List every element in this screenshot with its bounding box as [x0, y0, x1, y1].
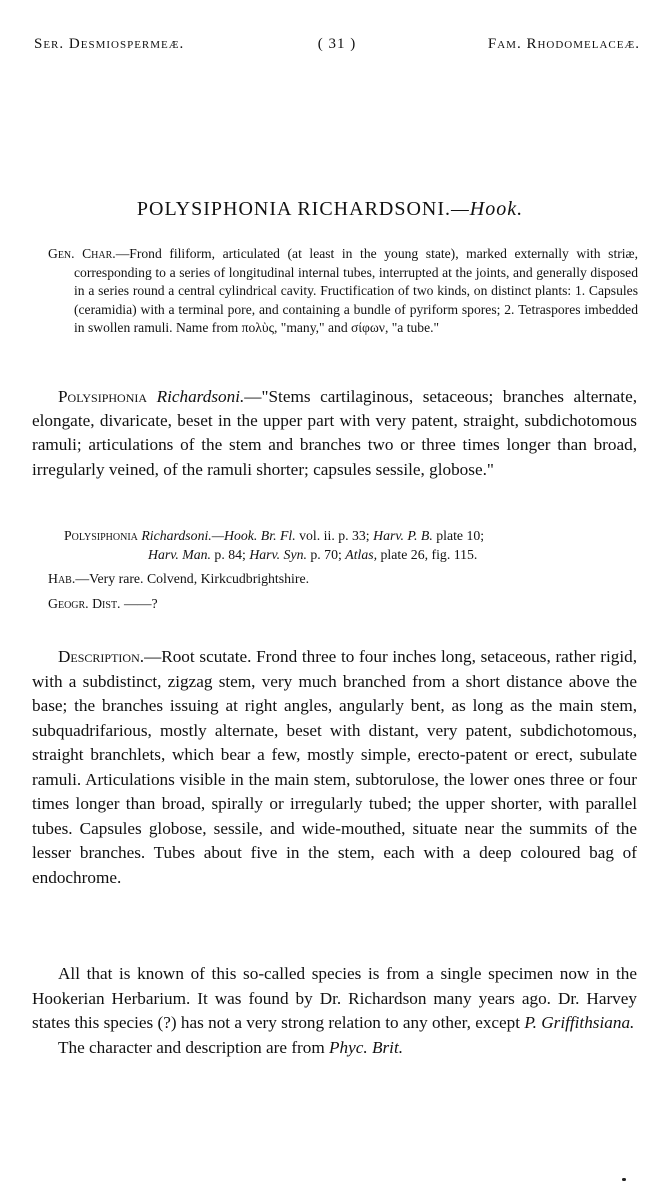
ref-4: Harv. Syn. [249, 547, 307, 562]
family-label: Fam. Rhodomelaceæ. [487, 36, 640, 52]
generic-character-label: Gen. Char. [48, 246, 116, 261]
references-line-1 [64, 526, 639, 545]
ref-epithet: Richardsoni.—Hook. Br. Fl. [141, 528, 296, 543]
remarks-paragraph-1 [32, 962, 637, 1036]
distribution-label: Geogr. Dist. [48, 596, 121, 611]
description-paragraph [32, 645, 637, 890]
generic-character-text: —Frond filiform, articulated (at least in the young state), marked externally with striæ, corresponding to a series of longitudinal internal tubes, interrupted at the joints, and generally disposed in a series round a central cylindrical cavity. Fructification of two kinds, on distinct plants: 1. Capsules (ceramidia) with a terminal pore, and containing a bundle of pyriform spores; 2. Tetraspores imbedded in swollen ramuli. Name from πολὺς, "many," and σίφων, "a tube." [74, 246, 638, 335]
description-label: Description. [58, 647, 145, 666]
ref-1-rest: vol. ii. p. 33; [299, 528, 370, 543]
habitat-line [48, 569, 309, 588]
generic-character-paragraph [48, 245, 638, 338]
ink-speck [622, 1178, 626, 1181]
page-number: ( 31 ) [317, 36, 357, 52]
species-title [0, 198, 660, 221]
remarks-p1-text: All that is known of this so-called species is from a single specimen now in the Hookerian Herbarium. It was found by Dr. Richardson many years ago. Dr. Harvey states this species (?) has not a very strong relation to any other, except [32, 964, 637, 1032]
species-character-paragraph [32, 385, 637, 482]
habitat-label: Hab. [48, 571, 76, 586]
ref-3: Harv. Man. [148, 547, 211, 562]
species-character-text: —"Stems cartilaginous, setaceous; branches alternate, elongate, divaricate, beset in the upper part with very patent, straight, subdichotomous ramuli; articulations of the stem and branches two or three times longer than broad, irregularly veined, of the ramuli shorter; capsules sessile, globose." [32, 387, 637, 479]
species-name: POLYSIPHONIA RICHARDSONI. [136, 198, 452, 220]
ref-genus: Polysiphonia [64, 528, 138, 543]
species-genus: Polysiphonia [58, 387, 148, 406]
references-line-2 [64, 545, 639, 564]
ref-4-rest: p. 70; [310, 547, 342, 562]
ref-3-rest: p. 84; [214, 547, 246, 562]
description-text: —Root scutate. Frond three to four inches long, setaceous, rather rigid, with a subdistinct, zigzag stem, very much branched from a short distance above the base; the branches issuing at right angles, angularly bent, as long as the main stem, subquadrifarious, mostly alternate, beset with distant, very patent, subdichotomous, straight branchlets, which bear a few, mostly simple, erecto-patent or erect, subulate ramuli. Articulations visible in the main stem, subtorulose, the lower ones three or four times longer than broad, spirally or irregularly tubed; the upper shorter, with parallel tubes. Capsules globose, sessile, and wide-mouthed, situate near the summits of the lesser branches. Tubes about five in the stem, each with a deep coloured bag of endochrome. [32, 647, 637, 887]
ref-2: Harv. P. B. [373, 528, 433, 543]
species-epithet: Richardsoni. [156, 387, 245, 406]
remarks-p2-text: The character and description are from [58, 1037, 325, 1057]
species-author: —Hook. [451, 198, 524, 220]
running-header [34, 36, 640, 53]
remarks-paragraph-2 [32, 1036, 637, 1061]
ref-2-rest: plate 10; [436, 528, 485, 543]
distribution-line [48, 594, 158, 613]
ref-5: Atlas, [345, 547, 378, 562]
remarks-p1-italic: P. Griffithsiana. [524, 1013, 635, 1032]
distribution-text: ——? [123, 596, 158, 611]
remarks-p2-italic: Phyc. Brit. [329, 1037, 404, 1057]
ref-5-rest: plate 26, fig. 115. [380, 547, 478, 562]
references-block [64, 526, 639, 564]
habitat-text: —Very rare. Colvend, Kirkcudbrightshire. [75, 571, 310, 586]
remarks-block [32, 962, 637, 1060]
series-label: Ser. Desmiospermeæ. [34, 36, 185, 52]
